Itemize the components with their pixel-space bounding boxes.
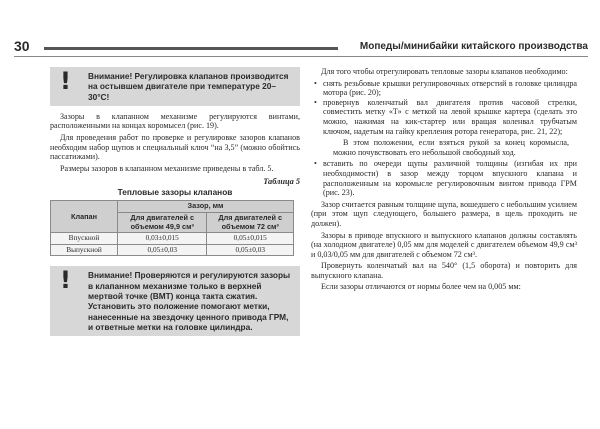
header-underline <box>14 56 588 57</box>
running-title: Мопеды/минибайки китайского производства <box>359 41 588 52</box>
bullet-icon: • <box>314 159 317 169</box>
row-intake-72: 0,05±0,015 <box>207 233 294 245</box>
left-column <box>50 67 300 342</box>
row-intake-49: 0,03±0,015 <box>118 233 207 245</box>
table-row <box>51 244 294 256</box>
paragraph-gap-definition: Зазор считается равным толщине щупа, вошедшего с небольшим усилием (при этом щуп следующего, большего размера, в щель проходить не должен). <box>311 199 577 228</box>
warning-callout-tdc <box>50 266 300 336</box>
page-number: 30 <box>14 38 30 54</box>
valve-clearance-table <box>50 200 294 256</box>
steps-list-2 <box>311 159 577 197</box>
paragraph-intro: Для того чтобы отрегулировать тепловые зазоры клапанов необходимо: <box>321 67 568 76</box>
warning-callout-temperature <box>50 67 300 106</box>
paragraph-tools: Для проведения работ по проверке и регулировке зазоров клапанов необходим набор щупов и специальный ключ “на 3,5” (можно обойтись пассатижами). <box>50 133 300 162</box>
step-remove-caps: снять резьбовые крышки регулировочных отверстий в головке цилиндра мотора (рис. 20); <box>323 78 577 98</box>
row-exhaust-72: 0,05±0,03 <box>207 244 294 256</box>
step-insert-feeler: вставить по очереди щупы различной толщины (изгибая их при необходимости) в зазор между торцом впускного клапана и расположенным на коромысле регулировочным винтом привода ГРМ (рис. 23). <box>323 159 577 198</box>
table-row <box>51 233 294 245</box>
paragraph-adjusting-screws: Зазоры в клапанном механизме регулируются винтами, расположенными на концах коромысел (рис. 19). <box>50 111 300 131</box>
steps-list <box>311 79 577 137</box>
paragraph-if-deviates: Если зазоры отличаются от нормы более чем на 0,005 мм: <box>321 282 521 292</box>
row-exhaust-name: Выпускной <box>51 244 118 256</box>
paragraph-rotate-crank: Провернуть коленчатый вал на 540° (1,5 оборота) и повторить для выпускного клапана. <box>311 261 577 280</box>
bullet-icon: • <box>314 97 317 107</box>
list-item <box>311 79 577 98</box>
bullet-icon: • <box>314 78 317 88</box>
table-caption: Таблица 5 <box>263 177 300 187</box>
paragraph-gap-values: Зазоры в приводе впускного и выпускного клапанов должны составлять (на холодном двигателе) 0,05 мм для моделей с двигателем объемом 49,9 см³ и 0,03/0,05 мм для двигателей с объемом 72 см³. <box>311 230 577 259</box>
table-title: Тепловые зазоры клапанов <box>117 187 233 198</box>
page-header <box>14 38 588 55</box>
header-gap: Зазор, мм <box>118 201 294 213</box>
paragraph-table-ref: Размеры зазоров в клапанном механизме приведены в табл. 5. <box>60 163 274 173</box>
step-align-mark: провернув коленчатый вал двигателя против часовой стрелки, совместить метку «Т» с меткой на левой крышке картера (сделать это можно, нажимая на кик-стартер или вращая коленвал трубчатым ключом, надетым на гайку крепления ротора генератора, рис. 21, 22); <box>323 97 577 136</box>
exclamation-icon: ! <box>60 266 71 295</box>
header-valve: Клапан <box>51 201 118 233</box>
list-item <box>311 159 577 197</box>
header-72cc: Для двигателей с объемом 72 см³ <box>207 213 294 233</box>
row-exhaust-49: 0,05±0,03 <box>118 244 207 256</box>
warning-text-temperature: Внимание! Регулировка клапанов производится на остывшем двигателе при температуре 20–30°С! <box>88 71 289 102</box>
warning-text-tdc: Внимание! Проверяются и регулируются зазоры в клапанном механизме только в верхней мертвой точке (ВМТ) конца такта сжатия. Установить это положение помогают метки, нанесенные на звездочку ценного привода ГРМ, и ответные метки на головке цилиндра. <box>88 270 291 332</box>
header-49cc: Для двигателей с объемом 49,9 см³ <box>118 213 207 233</box>
row-intake-name: Впускной <box>51 233 118 245</box>
note-free-play: В этом положении, если взяться рукой за конец коромысла, можно почувствовать его небольшой свободный ход. <box>333 138 569 157</box>
header-rule <box>44 47 338 50</box>
right-column <box>311 67 577 294</box>
exclamation-icon: ! <box>60 67 71 95</box>
list-item <box>311 98 577 136</box>
